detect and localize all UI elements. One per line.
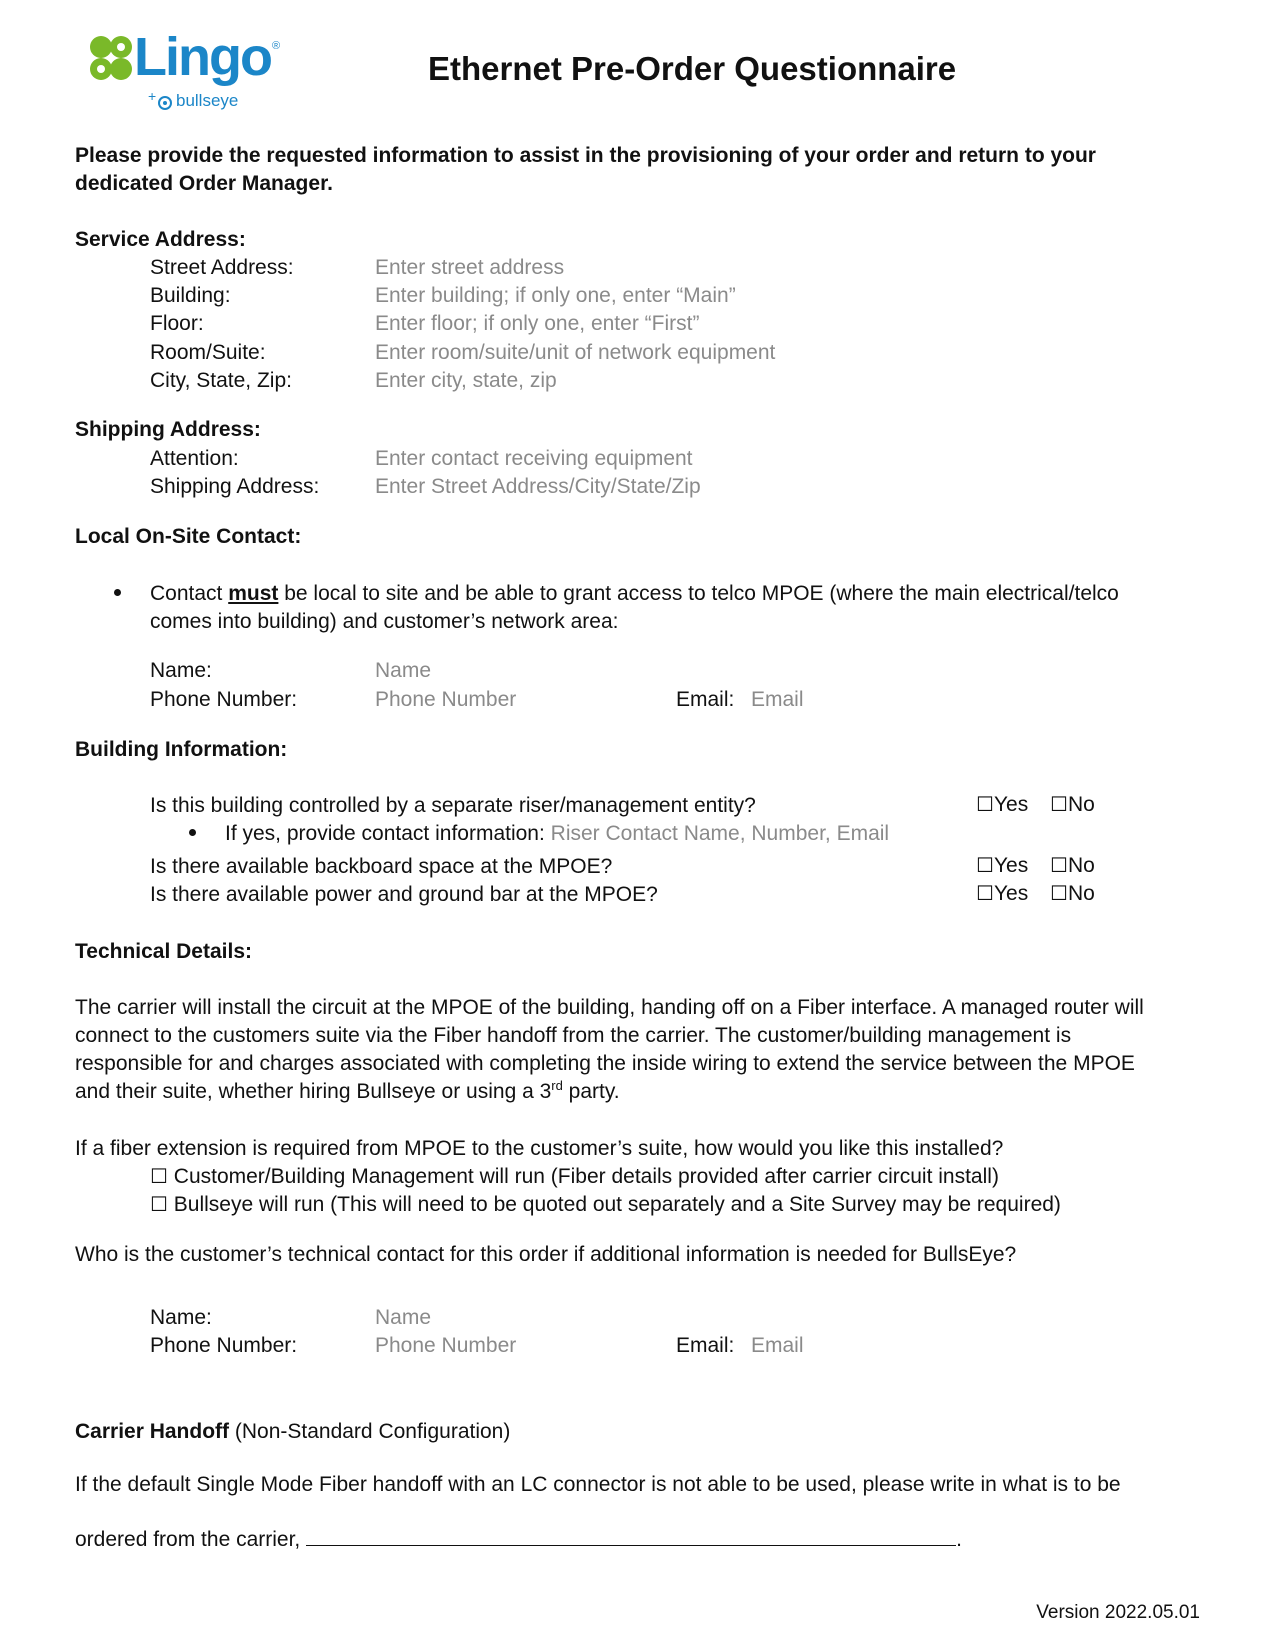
logo-registered-mark: ® <box>272 40 281 52</box>
technical-heading: Technical Details: <box>75 940 253 963</box>
line-4-post: party. <box>562 1080 620 1103</box>
room-suite-field[interactable]: Enter room/suite/unit of network equipment <box>375 341 776 364</box>
floor-label: Floor: <box>150 312 204 335</box>
riser-no-label: No <box>1067 793 1095 816</box>
backboard-no-option[interactable] <box>1050 855 1095 876</box>
must-emphasis: must <box>228 582 279 605</box>
logo-wordmark: Lingo <box>134 27 271 87</box>
power-yes-option[interactable] <box>976 883 1028 904</box>
logo-plus: + <box>148 88 157 104</box>
tech-phone-label: Phone Number: <box>150 1334 298 1357</box>
backboard-no-label: No <box>1067 854 1095 877</box>
tech-email-label: Email: <box>676 1334 735 1357</box>
riser-no-checkbox[interactable]: ☐ <box>1050 792 1068 816</box>
riser-yes-label: Yes <box>993 793 1029 816</box>
local-contact-bullet-line-2: comes into building) and customer’s network area: <box>150 610 619 633</box>
bullet-text-pre: Contact <box>150 582 229 605</box>
tech-email-field[interactable]: Email <box>751 1334 804 1357</box>
carrier-handoff-title: Carrier Handoff <box>75 1420 230 1443</box>
building-field[interactable]: Enter building; if only one, enter “Main” <box>375 284 736 307</box>
service-address-heading: Service Address: <box>75 228 246 251</box>
building-label: Building: <box>150 284 231 307</box>
line-4-pre: and their suite, whether hiring Bullseye or using a 3 <box>75 1080 552 1103</box>
logo-bullseye-text: bullseye <box>176 91 239 110</box>
carrier-line-2-period: . <box>956 1528 962 1551</box>
contact-name-field[interactable]: Name <box>375 659 432 682</box>
riser-yes-checkbox[interactable]: ☐ <box>976 792 994 816</box>
contact-phone-label: Phone Number: <box>150 688 298 711</box>
technical-paragraph-line-3: responsible for and charges associated with completing the inside wiring to extend the service between the MPOE <box>75 1052 1135 1075</box>
riser-contact-line <box>225 823 889 844</box>
room-suite-label: Room/Suite: <box>150 341 266 364</box>
carrier-handoff-heading <box>75 1421 510 1442</box>
intro-line-2: dedicated Order Manager. <box>75 172 333 195</box>
power-yes-checkbox[interactable]: ☐ <box>976 881 994 905</box>
power-no-label: No <box>1067 882 1095 905</box>
floor-field[interactable]: Enter floor; if only one, enter “First” <box>375 312 700 335</box>
riser-question: Is this building controlled by a separate riser/management entity? <box>150 794 756 817</box>
contact-email-field[interactable]: Email <box>751 688 804 711</box>
power-question: Is there available power and ground bar at the MPOE? <box>150 883 658 906</box>
backboard-no-checkbox[interactable]: ☐ <box>1050 853 1068 877</box>
riser-contact-label: If yes, provide contact information: <box>225 822 551 845</box>
version-label: Version 2022.05.01 <box>1036 1602 1200 1623</box>
fiber-option-customer-checkbox[interactable]: ☐ <box>150 1164 168 1188</box>
attention-label: Attention: <box>150 447 239 470</box>
city-state-zip-field[interactable]: Enter city, state, zip <box>375 369 557 392</box>
technical-paragraph-line-2: connect to the customers suite via the Fiber handoff from the carrier. The customer/building management is <box>75 1024 1072 1047</box>
intro-line-1: Please provide the requested information to assist in the provisioning of your order and return to your <box>75 144 1096 167</box>
street-address-field[interactable]: Enter street address <box>375 256 565 279</box>
backboard-question: Is there available backboard space at the MPOE? <box>150 855 613 878</box>
technical-contact-question: Who is the customer’s technical contact for this order if additional information is needed for BullsEye? <box>75 1243 1017 1266</box>
bullet-text-post: be local to site and be able to grant access to telco MPOE (where the main electrical/telco <box>278 582 1119 605</box>
riser-yes-option[interactable] <box>976 794 1028 815</box>
technical-paragraph-line-1: The carrier will install the circuit at the MPOE of the building, handing off on a Fiber interface. A managed router will <box>75 996 1144 1019</box>
backboard-yes-checkbox[interactable]: ☐ <box>976 853 994 877</box>
clover-icon <box>88 34 136 88</box>
bullseye-icon <box>158 96 172 110</box>
fiber-extension-question: If a fiber extension is required from MPOE to the customer’s suite, how would you like this installed? <box>75 1137 1004 1160</box>
power-yes-label: Yes <box>993 882 1029 905</box>
contact-name-label: Name: <box>150 659 212 682</box>
fiber-option-bullseye-label: Bullseye will run (This will need to be quoted out separately and a Site Survey may be required) <box>173 1193 1061 1216</box>
carrier-handoff-note: (Non-Standard Configuration) <box>229 1420 511 1443</box>
fiber-option-customer-label: Customer/Building Management will run (Fiber details provided after carrier circuit install) <box>173 1165 999 1188</box>
line-4-sup: rd <box>551 1078 563 1093</box>
power-no-option[interactable] <box>1050 883 1095 904</box>
building-info-heading: Building Information: <box>75 738 288 761</box>
backboard-yes-option[interactable] <box>976 855 1028 876</box>
shipping-address-heading: Shipping Address: <box>75 418 261 441</box>
riser-contact-field[interactable]: Riser Contact Name, Number, Email <box>550 822 890 845</box>
fiber-option-bullseye[interactable] <box>150 1194 1061 1215</box>
local-contact-heading: Local On-Site Contact: <box>75 525 302 548</box>
fiber-option-bullseye-checkbox[interactable]: ☐ <box>150 1192 168 1216</box>
tech-name-label: Name: <box>150 1306 212 1329</box>
shipping-address-label: Shipping Address: <box>150 475 320 498</box>
contact-phone-field[interactable]: Phone Number <box>375 688 517 711</box>
tech-name-field[interactable]: Name <box>375 1306 432 1329</box>
power-no-checkbox[interactable]: ☐ <box>1050 881 1068 905</box>
attention-field[interactable]: Enter contact receiving equipment <box>375 447 693 470</box>
local-contact-bullet-line-1 <box>150 583 1119 604</box>
technical-paragraph-line-4 <box>75 1078 620 1103</box>
contact-email-label: Email: <box>676 688 735 711</box>
shipping-address-field[interactable]: Enter Street Address/City/State/Zip <box>375 475 701 498</box>
page-title: Ethernet Pre-Order Questionnaire <box>428 50 957 87</box>
city-state-zip-label: City, State, Zip: <box>150 369 292 392</box>
backboard-yes-label: Yes <box>993 854 1029 877</box>
carrier-line-2-text: ordered from the carrier, <box>75 1528 307 1551</box>
carrier-line-1: If the default Single Mode Fiber handoff with an LC connector is not able to be used, please write in what is to be <box>75 1473 1121 1496</box>
fiber-option-customer[interactable] <box>150 1166 999 1187</box>
street-address-label: Street Address: <box>150 256 294 279</box>
bullet-dot <box>114 589 121 596</box>
bullet-dot <box>189 829 196 836</box>
tech-phone-field[interactable]: Phone Number <box>375 1334 517 1357</box>
carrier-handoff-input-line[interactable] <box>306 1527 956 1546</box>
carrier-line-2 <box>75 1527 962 1550</box>
lingo-logo <box>88 27 288 116</box>
riser-no-option[interactable] <box>1050 794 1095 815</box>
